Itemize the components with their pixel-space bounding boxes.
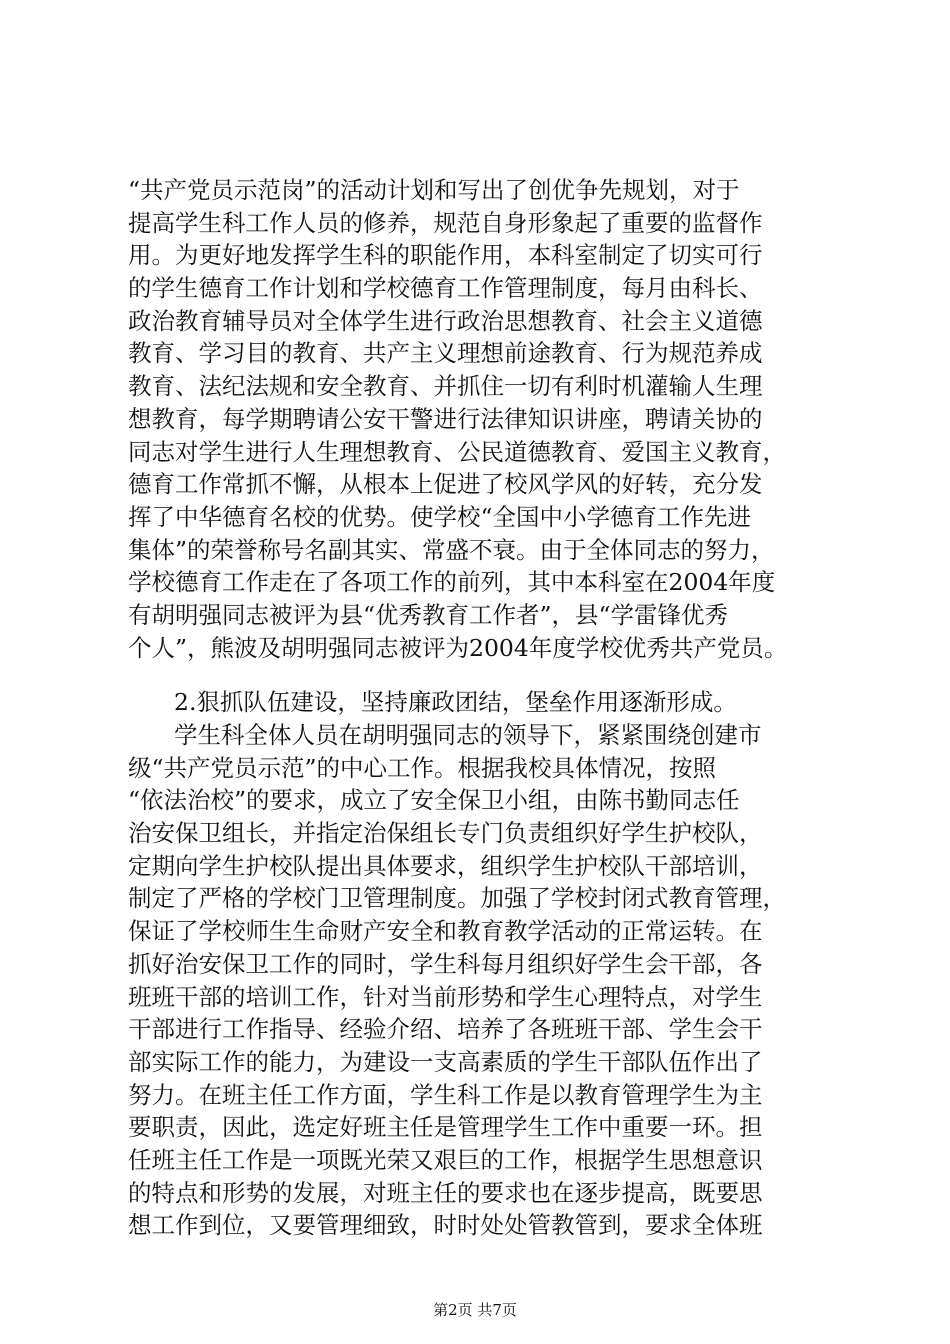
text-line: 想教育，每学期聘请公安干警进行法律知识讲座，聘请关协的 [128,404,763,433]
text-line: 的特点和形势的发展，对班主任的要求也在逐步提高，既要思 [128,1178,763,1207]
text-line: 同志对学生进行人生理想教育、公民道德教育、爱国主义教育， [128,437,786,466]
text-line: 级“共产党员示范”的中心工作。根据我校具体情况，按照 [128,753,717,782]
text-line: 干部进行工作指导、经验介绍、培养了各班班干部、学生会干 [128,1015,763,1044]
text-line: 用。为更好地发挥学生科的职能作用，本科室制定了切实可行 [128,241,763,270]
text-line: 集体”的荣誉称号名副其实、常盛不衰。由于全体同志的努力， [128,535,775,564]
text-line: 要职责，因此，选定好班主任是管理学生工作中重要一环。担 [128,1113,763,1142]
text-line: 努力。在班主任工作方面，学生科工作是以教育管理学生为主 [128,1080,763,1109]
text-line: 任班主任工作是一项既光荣又艰巨的工作，根据学生思想意识 [128,1145,763,1174]
text-line: 定期向学生护校队提出具体要求，组织学生护校队干部培训， [128,851,763,880]
text-line: 教育、学习目的教育、共产主义理想前途教育、行为规范养成 [128,339,763,368]
text-line: “依法治校”的要求，成立了安全保卫小组，由陈书勤同志任 [128,786,740,815]
text-line: 学校德育工作走在了各项工作的前列，其中本科室在2004年度 [128,568,776,597]
text-line: 班班干部的培训工作，针对当前形势和学生心理特点，对学生 [128,982,763,1011]
paragraph-1 [128,174,848,664]
section-heading: 2.狠抓队伍建设，坚持廉政团结，堡垒作用逐渐形成。 [174,688,737,717]
document-body [128,174,848,1242]
paragraph-gap [128,664,848,686]
text-line: 部实际工作的能力，为建设一支高素质的学生干部队伍作出了 [128,1047,763,1076]
text-line: 挥了中华德育名校的优势。使学校“全国中小学德育工作先进 [128,502,752,531]
text-line: 德育工作常抓不懈，从根本上促进了校风学风的好转，充分发 [128,470,763,499]
text-line: 教育、法纪法规和安全教育、并抓住一切有利时机灌输人生理 [128,372,763,401]
text-line: 抓好治安保卫工作的同时，学生科每月组织好学生会干部，各 [128,949,763,978]
text-line: “共产党员示范岗”的活动计划和写出了创优争先规划，对于 [128,176,740,204]
page-number-footer: 第2页 共7页 [433,1301,517,1319]
text-line: 政治教育辅导员对全体学生进行政治思想教育、社会主义道德 [128,306,763,335]
text-line: 有胡明强同志被评为县“优秀教育工作者”，县“学雷锋优秀 [128,600,729,629]
text-line: 学生科全体人员在胡明强同志的领导下，紧紧围绕创建市 [174,721,762,749]
text-line: 的学生德育工作计划和学校德育工作管理制度，每月由科长、 [128,274,763,303]
text-line: 个人”，熊波及胡明强同志被评为2004年度学校优秀共产党员。 [128,633,788,662]
paragraph-2 [128,719,848,1242]
text-line: 提高学生科工作人员的修养，规范自身形象起了重要的监督作 [128,208,763,237]
text-line: 制定了严格的学校门卫管理制度。加强了学校封闭式教育管理， [128,884,786,913]
text-line: 保证了学校师生生命财产安全和教育教学活动的正常运转。在 [128,917,763,946]
text-line: 想工作到位，又要管理细致，时时处处管教管到，要求全体班 [128,1211,763,1240]
text-line: 治安保卫组长，并指定治保组长专门负责组织好学生护校队， [128,819,763,848]
